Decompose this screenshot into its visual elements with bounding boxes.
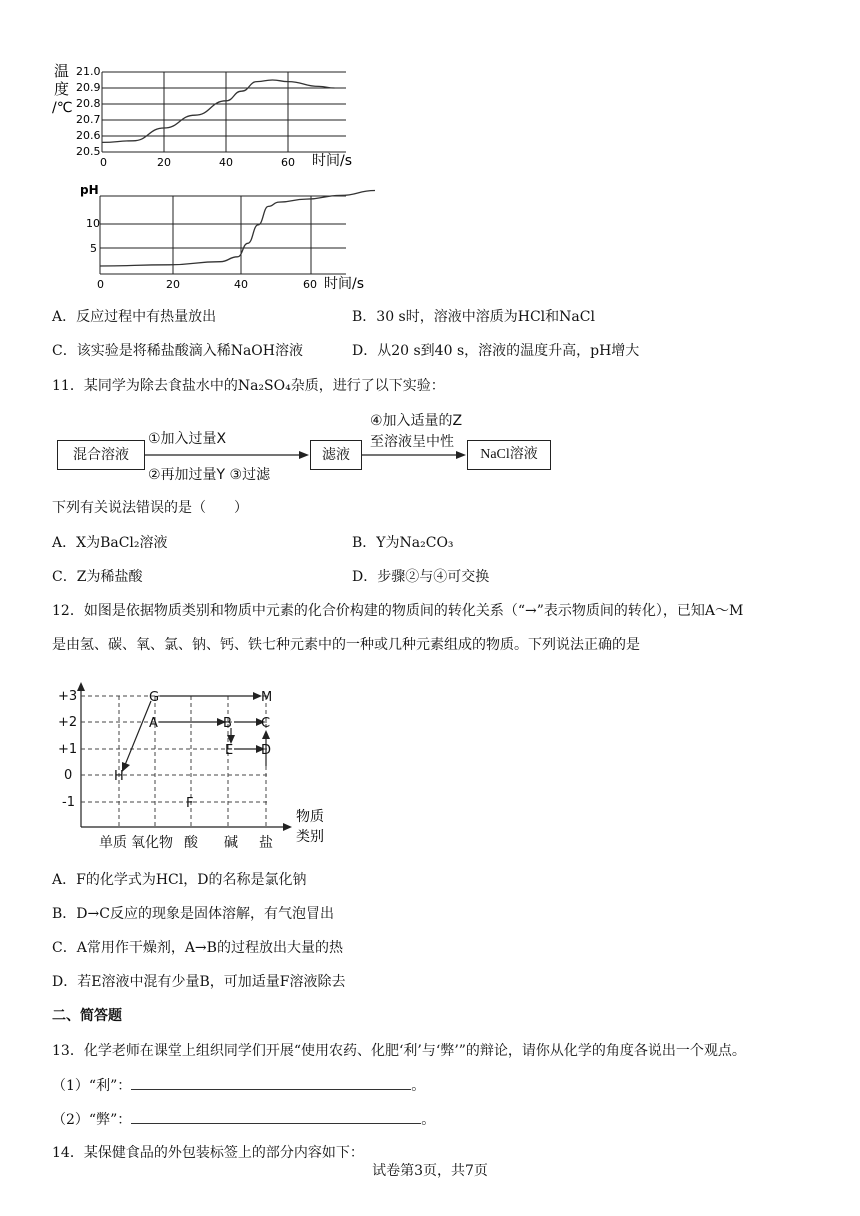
q13-stem: 13．化学老师在课堂上组织同学们开展“使用农药、化肥‘利’与‘弊’”的辩论，请你从化学的角度各说出一个观点。 [52,1043,746,1059]
q12-option-a: A．F的化学式为HCl，D的名称是氯化钠 [52,872,307,888]
temp-ylabel-1: 温 [54,62,70,80]
ph-ylabel: pH [80,183,99,197]
ph-xtick: 40 [234,278,248,291]
flow-step-4b: 至溶液呈中性 [370,434,454,450]
ph-xtick: 0 [97,278,104,291]
valence-tick: +1 [58,742,78,757]
category-label: 酸 [184,835,198,851]
q14-stem: 14．某保健食品的外包装标签上的部分内容如下： [52,1145,364,1161]
q10-option-b: B．30 s时，溶液中溶质为HCl和NaCl [352,309,595,325]
temp-xtick: 40 [219,156,233,168]
q10-option-d: D．从20 s到40 s，溶液的温度升高，pH增大 [352,343,640,359]
q13-part2-end: 。 [421,1112,436,1128]
category-label: 单质 [99,835,127,851]
temp-ylabel-3: /℃ [52,100,73,116]
temp-ylabel-2: 度 [54,80,70,98]
temp-xtick: 20 [157,156,171,168]
temp-ytick: 20.8 [76,97,101,110]
q11-option-a: A．X为BaCl₂溶液 [52,535,168,551]
ph-ytick: 5 [90,242,97,255]
q13-part1-label: （1）“利”： [52,1078,132,1094]
temp-ytick: 21.0 [76,65,101,78]
q11-stem: 11．某同学为除去食盐水中的Na₂SO₄杂质，进行了以下实验： [52,378,445,394]
temp-xlabel: 时间/s [312,153,353,168]
page-footer: 试卷第3页，共7页 [372,1163,488,1179]
q10-option-a: A．反应过程中有热量放出 [52,309,217,325]
flow-box-mixed-solution: 混合溶液 [57,440,145,470]
temp-ytick: 20.7 [76,113,101,126]
flow-step-4a: ④加入适量的Z [370,413,463,429]
q11-option-c: C．Z为稀盐酸 [52,569,143,585]
node-h: H [114,769,124,784]
q13-answer-blank-1[interactable] [131,1075,411,1090]
ph-xtick: 20 [166,278,180,291]
section-heading: 二、简答题 [52,1008,122,1024]
q11-option-d: D．步骤②与④可交换 [352,569,490,585]
q13-part1 [52,1075,425,1096]
temp-ytick: 20.5 [76,145,101,158]
q12-stem-line1: 12．如图是依据物质类别和物质中元素的化合价构建的物质间的转化关系（“→”表示物质间的转化），已知A～M [52,603,744,619]
ph-ytick: 10 [86,217,100,230]
flow-box-nacl-solution: NaCl溶液 [467,440,551,470]
valence-category-diagram [50,680,350,855]
category-label: 氧化物 [131,835,173,851]
temp-xtick: 60 [281,156,295,168]
node-d: D [261,743,272,758]
node-c: C [261,716,271,731]
ph-xlabel: 时间/s [324,276,365,292]
category-label: 碱 [224,835,238,851]
temp-ytick: 20.6 [76,129,101,142]
node-b: B [223,716,232,731]
q13-part2 [52,1109,435,1130]
category-label: 盐 [259,835,273,851]
flow-box-filtrate: 滤液 [310,440,362,470]
q10-option-c: C．该实验是将稀盐酸滴入稀NaOH溶液 [52,343,303,359]
q13-answer-blank-2[interactable] [131,1109,421,1124]
q12-stem-line2: 是由氢、碳、氧、氯、钠、钙、铁七种元素中的一种或几种元素组成的物质。下列说法正确的是 [52,637,640,653]
valence-tick: +3 [58,689,78,704]
q13-part2-label: （2）“弊”： [52,1112,132,1128]
q12-option-c: C．A常用作干燥剂，A→B的过程放出大量的热 [52,940,343,956]
axis-label-1: 物质 [296,809,324,825]
temp-ytick: 20.9 [76,81,101,94]
q12-option-b: B．D→C反应的现象是固体溶解，有气泡冒出 [52,906,334,922]
node-m: M [261,690,273,705]
flow-step-2-3: ②再加过量Y ③过滤 [148,467,271,483]
ph-xtick: 60 [303,278,317,291]
flow-step-1: ①加入过量X [148,431,227,447]
node-e: E [225,743,234,758]
axis-label-2: 类别 [296,829,324,845]
node-f: F [186,796,194,811]
valence-tick: +2 [58,715,78,730]
q11-option-b: B．Y为Na₂CO₃ [352,535,454,551]
valence-tick: -1 [62,795,75,810]
node-a: A [149,716,158,731]
node-g: G [149,690,160,705]
valence-tick: 0 [64,768,73,783]
q12-option-d: D．若E溶液中混有少量B，可加适量F溶液除去 [52,974,346,990]
q13-part1-end: 。 [411,1078,426,1094]
temp-xtick: 0 [100,156,107,168]
q11-prompt: 下列有关说法错误的是（ ） [52,500,248,516]
